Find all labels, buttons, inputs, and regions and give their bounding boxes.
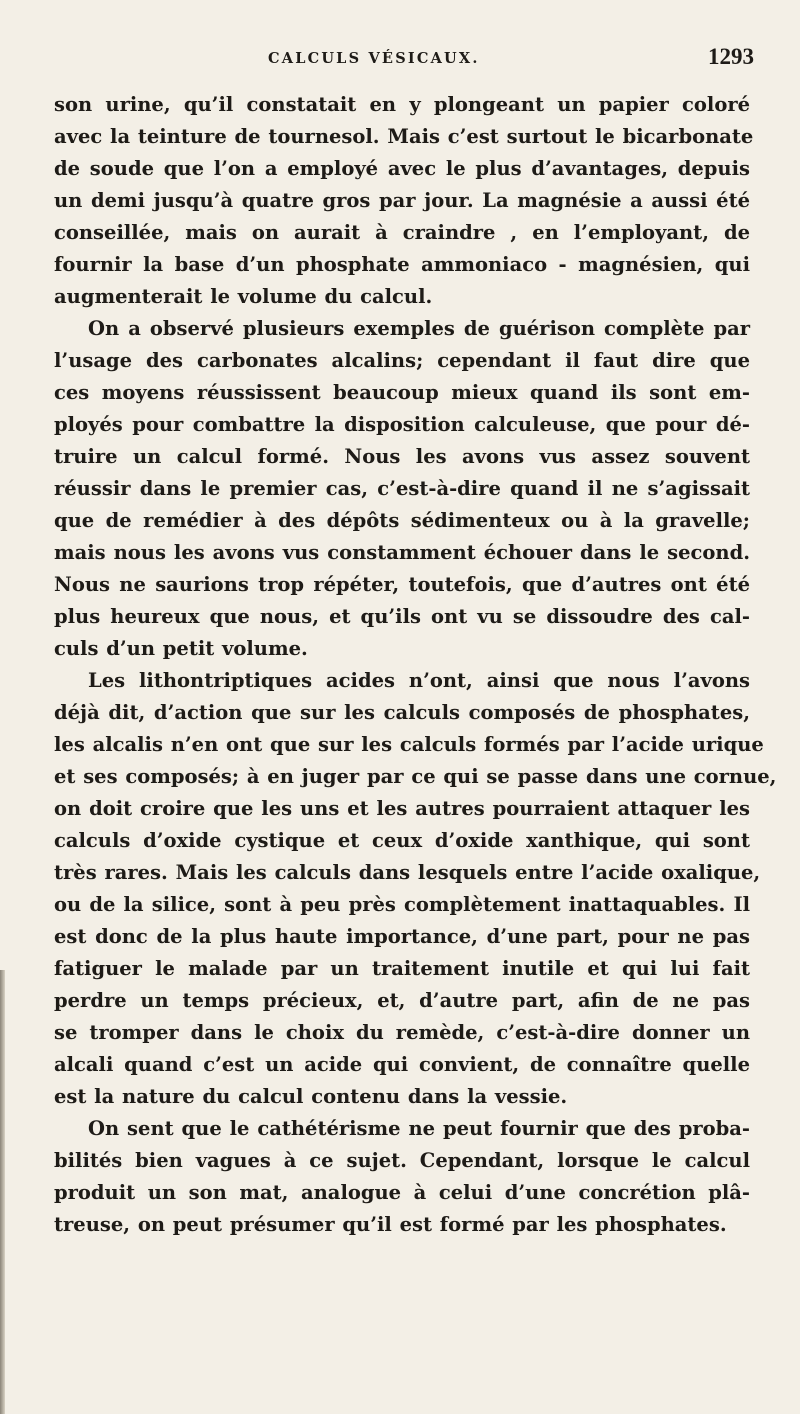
text-line: de soude que l’on a employé avec le plus d’avantages, depuis: [54, 157, 750, 180]
text-line: ployés pour combattre la disposition calculeuse, que pour dé-: [54, 413, 750, 436]
page-number: 1293: [708, 44, 754, 69]
text-line: plus heureux que nous, et qu’ils ont vu se dissoudre des cal-: [54, 605, 750, 628]
text-line: se tromper dans le choix du remède, c’est-à-dire donner un: [54, 1021, 750, 1044]
text-line: est la nature du calcul contenu dans la vessie.: [54, 1085, 568, 1108]
text-line: calculs d’oxide cystique et ceux d’oxide xanthique, qui sont: [54, 829, 750, 852]
page-header: [0, 44, 800, 74]
text-line: fatiguer le malade par un traitement inutile et qui lui fait: [54, 957, 750, 980]
text-line: son urine, qu’il constatait en y plongeant un papier coloré: [54, 93, 750, 116]
text-line: bilités bien vagues à ce sujet. Cependant, lorsque le calcul: [54, 1149, 750, 1172]
page-binding-edge: [0, 970, 5, 1414]
text-line: ces moyens réussissent beaucoup mieux quand ils sont em-: [54, 381, 750, 404]
text-line: treuse, on peut présumer qu’il est formé par les phosphates.: [54, 1213, 727, 1236]
text-line: truire un calcul formé. Nous les avons vus assez souvent: [54, 445, 750, 468]
text-line: les alcalis n’en ont que sur les calculs formés par l’acide urique: [54, 733, 764, 756]
text-line: un demi jusqu’à quatre gros par jour. La magnésie a aussi été: [54, 189, 750, 212]
text-line: et ses composés; à en juger par ce qui se passe dans une cornue,: [54, 765, 777, 788]
text-line: Nous ne saurions trop répéter, toutefois, que d’autres ont été: [54, 573, 750, 596]
text-line: avec la teinture de tournesol. Mais c’est surtout le bicarbonate: [54, 125, 754, 148]
text-line: réussir dans le premier cas, c’est-à-dire quand il ne s’agissait: [54, 477, 750, 500]
text-line: que de remédier à des dépôts sédimenteux ou à la gravelle;: [54, 509, 750, 532]
text-line: très rares. Mais les calculs dans lesquels entre l’acide oxalique,: [54, 861, 761, 884]
paragraph-start-line: On sent que le cathétérisme ne peut fournir que des proba-: [88, 1117, 750, 1140]
body-text: [54, 89, 777, 1241]
text-line: l’usage des carbonates alcalins; cependant il faut dire que: [54, 349, 750, 372]
paragraph-start-line: On a observé plusieurs exemples de guérison complète par: [88, 317, 750, 340]
text-line: mais nous les avons vus constamment échouer dans le second.: [54, 541, 750, 564]
text-line: perdre un temps précieux, et, d’autre part, afin de ne pas: [54, 989, 750, 1012]
running-title: CALCULS VÉSICAUX.: [268, 50, 480, 67]
paragraph-start-line: Les lithontriptiques acides n’ont, ainsi que nous l’avons: [88, 669, 750, 692]
text-line: culs d’un petit volume.: [54, 637, 308, 660]
text-line: déjà dit, d’action que sur les calculs composés de phosphates,: [54, 701, 750, 724]
text-line: conseillée, mais on aurait à craindre , en l’employant, de: [54, 221, 750, 244]
text-line: est donc de la plus haute importance, d’une part, pour ne pas: [54, 925, 750, 948]
text-line: augmenterait le volume du calcul.: [54, 285, 433, 308]
text-line: fournir la base d’un phosphate ammoniaco - magnésien, qui: [54, 253, 750, 276]
text-line: ou de la silice, sont à peu près complètement inattaquables. Il: [54, 893, 750, 916]
text-line: produit un son mat, analogue à celui d’une concrétion plâ-: [54, 1181, 750, 1204]
text-line: on doit croire que les uns et les autres pourraient attaquer les: [54, 797, 750, 820]
text-line: alcali quand c’est un acide qui convient, de connaître quelle: [54, 1053, 750, 1076]
